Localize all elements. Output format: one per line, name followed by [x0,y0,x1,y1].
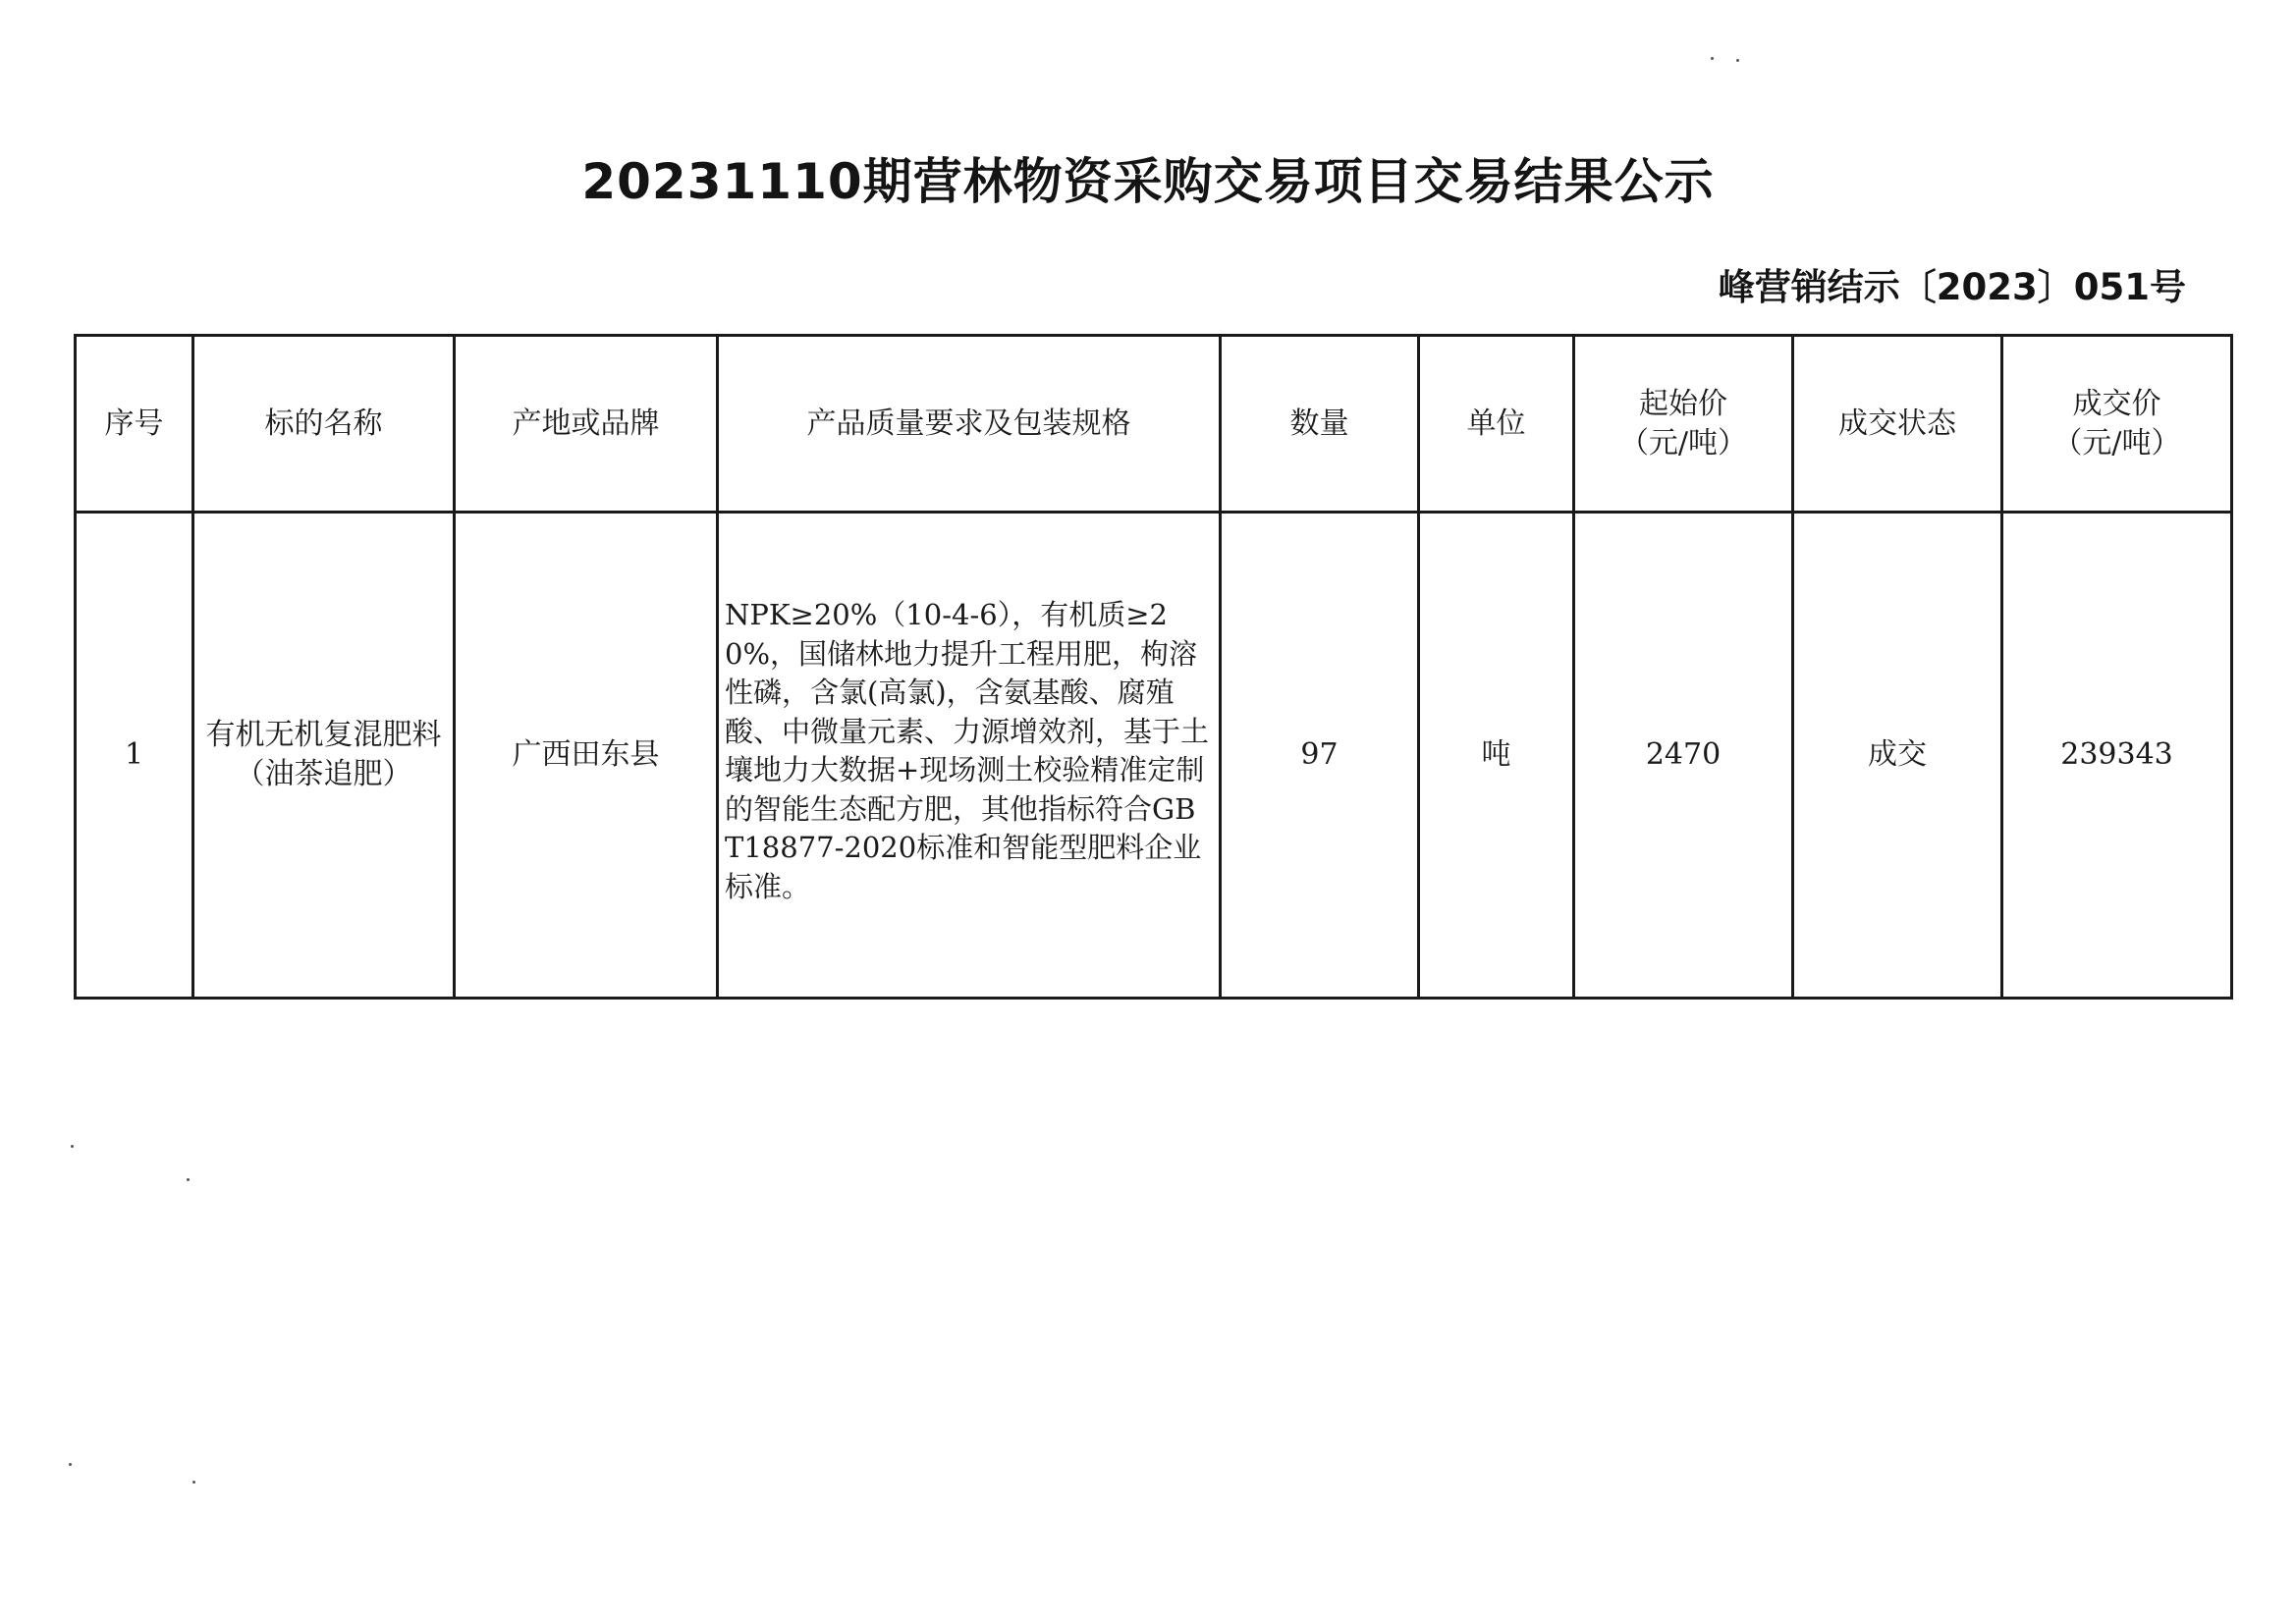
header-seq: 序号 [76,336,193,513]
header-start-price-line2: （元/吨） [1618,425,1748,460]
table-header-row [76,336,2232,513]
header-quantity: 数量 [1221,336,1419,513]
scan-speck [69,1463,72,1466]
cell-deal-price: 239343 [2002,513,2232,999]
header-origin: 产地或品牌 [455,336,718,513]
header-deal-price-line2: （元/吨） [2052,425,2181,460]
scan-speck [192,1481,195,1484]
cell-spec: NPK≥20%（10-4-6），有机质≥20%，国储林地力提升工程用肥，枸溶性磷，含氯(高氯)，含氨基酸、腐殖酸、中微量元素、力源增效剂，基于土壤地力大数据+现场测土校验精准定制的智能生态配方肥，其他指标符合GBT18877-2020标准和智能型肥料企业标准。 [718,513,1221,999]
cell-quantity: 97 [1221,513,1419,999]
cell-name-line1: 有机无机复混肥料 [205,718,442,752]
cell-unit: 吨 [1419,513,1574,999]
scan-speck [1736,59,1739,62]
table-row [76,513,2232,999]
cell-name-line2: （油茶追肥） [235,757,412,791]
header-deal-price-line1: 成交价 [2072,386,2161,421]
header-name: 标的名称 [193,336,455,513]
header-unit: 单位 [1419,336,1574,513]
document-number: 峰营销结示〔2023〕051号 [1718,266,2186,308]
header-start-price-line1: 起始价 [1639,386,1727,421]
cell-name [193,513,455,999]
scan-speck [187,1178,190,1181]
result-table [74,334,2233,1000]
cell-seq: 1 [76,513,193,999]
document-title: 20231110期营林物资采购交易项目交易结果公示 [581,153,1715,210]
header-status: 成交状态 [1793,336,2002,513]
scan-speck [1711,57,1714,60]
cell-origin: 广西田东县 [455,513,718,999]
cell-start-price: 2470 [1574,513,1793,999]
header-start-price [1574,336,1793,513]
scan-speck [71,1145,74,1148]
header-deal-price [2002,336,2232,513]
cell-status: 成交 [1793,513,2002,999]
header-spec: 产品质量要求及包装规格 [718,336,1221,513]
